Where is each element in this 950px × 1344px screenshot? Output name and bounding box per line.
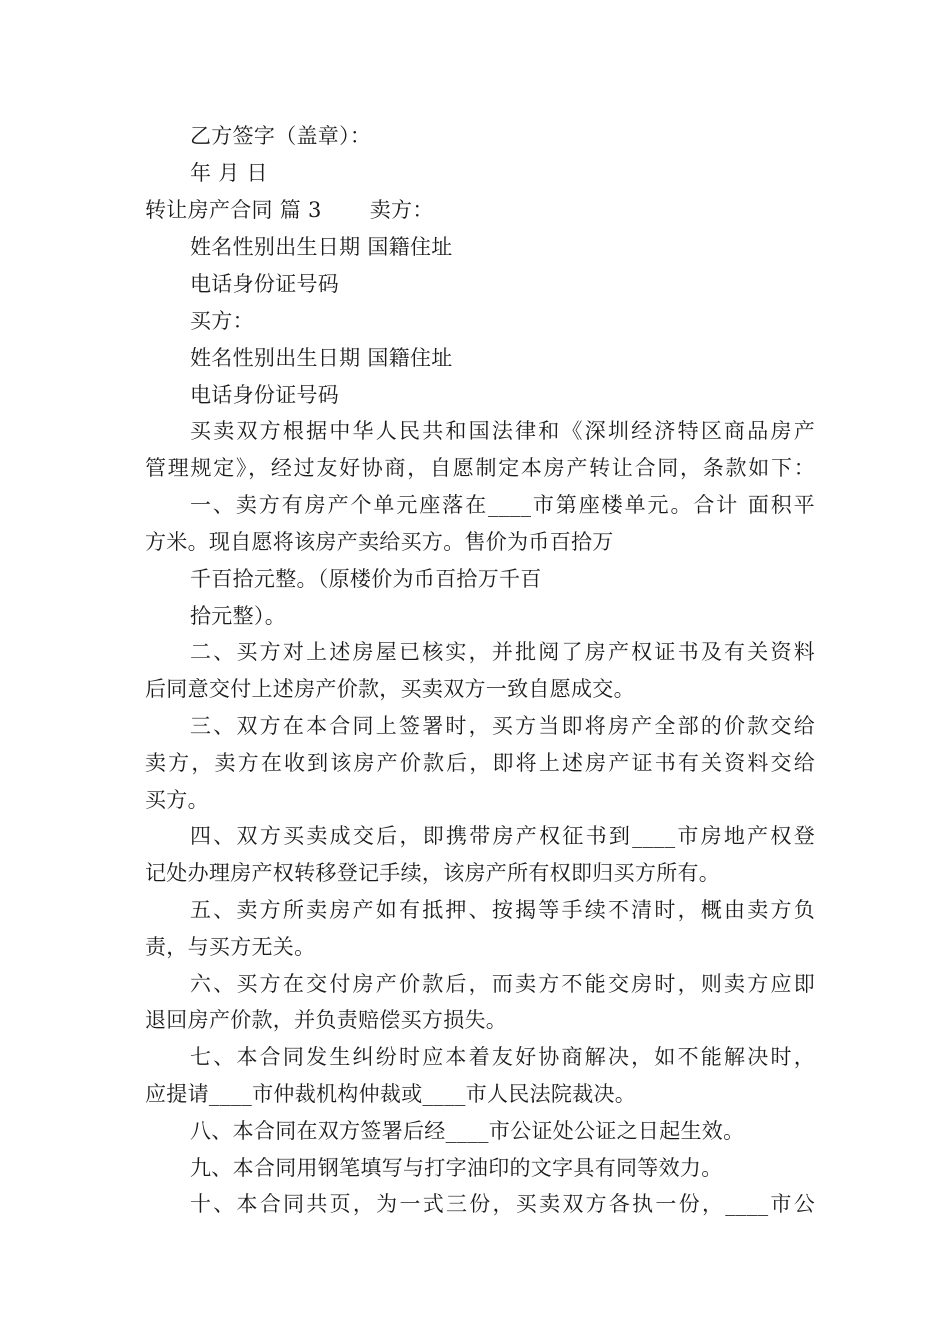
section-title: 转让房产合同 篇 3 <box>145 198 322 222</box>
clause-1-line: 一、卖方有房产个单元座落在____市第座楼单元。合计 面积平 <box>190 493 815 517</box>
seller-fields-line1: 姓名性别出生日期 国籍住址 <box>190 235 453 259</box>
clause-1-line: 千百拾元整。（原楼价为币百拾万千百 <box>190 567 542 591</box>
clause-4-line: 记处办理房产权转移登记手续，该房产所有权即归买方所有。 <box>145 861 721 885</box>
clause-10-line: 十、本合同共页，为一式三份，买卖双方各执一份，____市公 <box>190 1192 815 1216</box>
clause-3-line: 三、双方在本合同上签署时，买方当即将房产全部的价款交给 <box>190 714 815 738</box>
section-heading <box>145 192 815 229</box>
clause-9-line: 九、本合同用钢笔填写与打字油印的文字具有同等效力。 <box>190 1156 723 1180</box>
clause-1-line: 方米。现自愿将该房产卖给买方。售价为币百拾万 <box>145 530 614 554</box>
clause-3-line: 卖方，卖方在收到该房产价款后，即将上述房产证书有关资料交给 <box>145 751 815 775</box>
clause-7-line: 应提请____市仲裁机构仲裁或____市人民法院裁决。 <box>145 1082 637 1106</box>
buyer-label: 买方： <box>190 309 254 333</box>
clause-5-line: 五、卖方所卖房产如有抵押、按揭等手续不清时，概由卖方负 <box>190 898 815 922</box>
clause-5-line: 责，与买方无关。 <box>145 935 316 959</box>
party-b-signature-label: 乙方签字（盖章）： <box>190 124 372 148</box>
buyer-fields-line2: 电话身份证号码 <box>190 383 340 407</box>
clause-4-line: 四、双方买卖成交后，即携带房产权征书到____市房地产权登 <box>190 824 815 848</box>
seller-label: 卖方： <box>369 198 434 222</box>
clause-2-line: 二、买方对上述房屋已核实，并批阅了房产权证书及有关资料 <box>190 640 815 664</box>
clause-1-line: 拾元整）。 <box>190 604 286 628</box>
contract-line: 管理规定》，经过友好协商，自愿制定本房产转让合同，条款如下： <box>145 456 815 480</box>
clause-2-line: 后同意交付上述房产价款，买卖双方一致自愿成交。 <box>145 677 635 701</box>
signature-date: 年 月 日 <box>190 161 268 185</box>
contract-line: 买卖双方根据中华人民共和国法律和《深圳经济特区商品房产 <box>190 419 815 443</box>
seller-fields-line2: 电话身份证号码 <box>190 272 340 296</box>
clause-8-line: 八、本合同在双方签署后经____市公证处公证之日起生效。 <box>190 1119 745 1143</box>
clause-6-line: 退回房产价款，并负责赔偿买方损失。 <box>145 1008 508 1032</box>
clause-7-line: 七、本合同发生纠纷时应本着友好协商解决，如不能解决时， <box>190 1045 815 1069</box>
clause-6-line: 六、买方在交付房产价款后，而卖方不能交房时，则卖方应即 <box>190 972 815 996</box>
buyer-fields-line1: 姓名性别出生日期 国籍住址 <box>190 346 453 370</box>
clause-3-line: 买方。 <box>145 788 209 812</box>
